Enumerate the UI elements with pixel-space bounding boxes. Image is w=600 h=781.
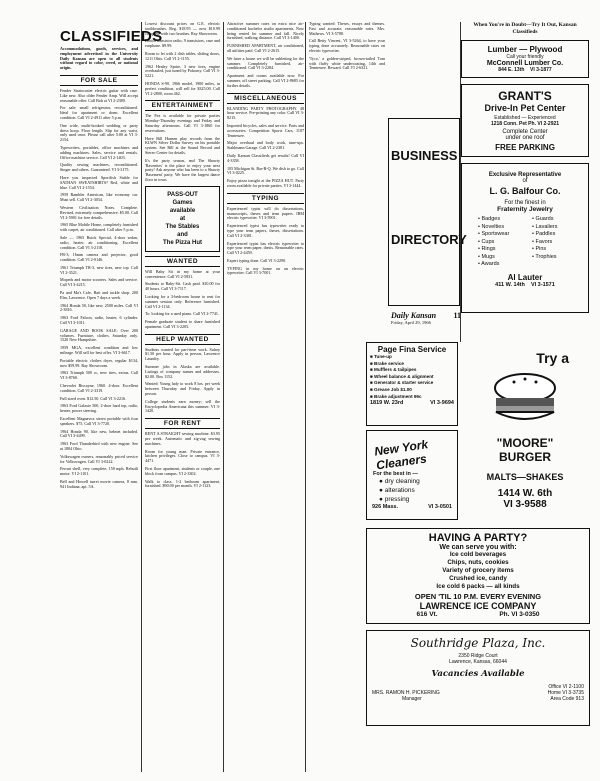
classified-ad: Have you inspected Sportfish Stable for SATHAN SWEATSHIRTS? Red, white and blue. Call VI 2-1554. bbox=[60, 174, 138, 190]
classified-ad: We have a house we will be subletting for the summer. Completely furnished, air-conditioned. Call VI 3-2284. bbox=[227, 55, 304, 71]
help-wanted-heading: HELP WANTED bbox=[145, 334, 220, 345]
lumber-title: Lumber — Plywood bbox=[487, 45, 563, 54]
classified-ad: 1965 Blue Mobile Home, completely furnished with carpet, air conditioned. Call after 5 p.m. bbox=[60, 222, 138, 233]
fina-item: ■ Brake adjustment 99c bbox=[370, 393, 422, 399]
passout-line: The Stables bbox=[165, 223, 200, 230]
fina-address: 1819 W. 23rd bbox=[370, 400, 404, 407]
party-hours: OPEN 'TIL 10 P.M. EVERY EVENING bbox=[414, 592, 542, 601]
classified-ad: TYPING in my home on an electric typewriter. Call VI 3-7001. bbox=[227, 265, 304, 276]
grants-title: GRANT'S bbox=[498, 89, 552, 103]
passout-line: Games bbox=[172, 199, 193, 206]
classified-ad: Mopeds and motor scooters. Sales and service. Call VI 3-4215. bbox=[60, 277, 138, 288]
passout-line: The Pizza Hut bbox=[162, 239, 202, 246]
classified-ad: Attractive summer rates on extra nice air-conditioned bachelor studio apartments. Now being rented for summer and fall. Nicely furnished, walking distance. Call VI 3-1400. bbox=[227, 21, 304, 41]
classified-ad: To: looking for a used piano. Call VI 2-7741. bbox=[145, 311, 219, 317]
classified-ad: Pa and Ma's Cafe, Bait and tackle shop. 200 Elm, Lawrence. Open 7 days a week. bbox=[60, 290, 138, 300]
classified-ad: Female graduate student to share furnished apartment. Call VI 3-2205. bbox=[145, 319, 220, 329]
classified-ad: For sale: small refrigerator, reconditioned. Ideal for apartment or dorm. Excellent condition. Call VI 2-4911 after 5 p.m. bbox=[60, 105, 138, 120]
balfour-item: • Guards bbox=[532, 216, 554, 222]
classified-ad: Students wanted for part-time work. Salary $1.50 per hour. Apply in person, Lawrence Laundry. bbox=[145, 346, 220, 362]
classified-ad: Ferrari shell, very complete, 150 mph. Rebuilt motor. VI 2-1101. bbox=[60, 466, 138, 477]
directory-title: DIRECTORY bbox=[391, 232, 467, 247]
plaza-home: Home VI 3-3735 bbox=[547, 690, 584, 696]
classified-ad: Looking for a 3-bedroom house to rent for summer session only. Reference furnished. Call VI 2-1134. bbox=[145, 293, 220, 309]
party-phone: Ph. VI 3-0350 bbox=[499, 611, 540, 618]
column-rule bbox=[141, 22, 142, 772]
burger-moore: "MOORE" bbox=[496, 436, 554, 450]
plaza-vacancies: Vacancies Available bbox=[431, 669, 525, 679]
classified-ad: Experienced typist has typewriter ready to type your term papers, theses, dissertations. Call VI 2-3381. bbox=[227, 223, 304, 238]
fina-phone: VI 3-9694 bbox=[430, 400, 454, 407]
balfour-item: • Rings bbox=[478, 246, 496, 252]
fina-items bbox=[370, 354, 454, 400]
cleaners-item: ● pressing bbox=[379, 496, 410, 503]
cleaners-contact bbox=[369, 504, 455, 510]
classified-ad: 1963 Triumph 500 cc, new tires, extras. Call VI 3-8760. bbox=[60, 370, 138, 381]
classified-ad: Typewriters, portables, office machines and adding machines. Sales, service and rentals. Office machine service. Call VI 2-1403. bbox=[60, 144, 138, 160]
lumber-phone: VI 3-1877 bbox=[530, 67, 552, 73]
classified-ad: FR-3, 16mm camera and projector, good condition. Call VI 2-0146. bbox=[60, 252, 138, 263]
party-item: Chips, nuts, cookies bbox=[447, 559, 509, 566]
for-sale-list bbox=[60, 89, 138, 490]
balfour-address: 411 W. 14th bbox=[495, 281, 525, 288]
fina-service-ad bbox=[366, 342, 458, 426]
passout-line: at bbox=[179, 215, 186, 222]
fina-item: ■ Grease Job $1.00 bbox=[370, 386, 412, 392]
balfour-item: • Badges bbox=[478, 216, 501, 222]
passout-line: PASS-OUT bbox=[167, 191, 198, 198]
plaza-manager: MRS. RAMON H. PICKERING bbox=[372, 690, 440, 696]
balfour-item: • Mugs bbox=[478, 253, 495, 260]
passout-line: and bbox=[177, 231, 188, 238]
fina-title: Page Fina Service bbox=[377, 345, 447, 354]
cleaners-ad bbox=[366, 430, 458, 520]
burger-try: Try a bbox=[536, 350, 569, 366]
grants-pet-ad bbox=[461, 84, 589, 157]
balfour-line-2: of bbox=[522, 178, 528, 184]
lumber-sub: Call your friendly bbox=[506, 54, 544, 60]
classified-ad: Bell and Howell turret movie camera, 8 mm. 941 Indiana, apt. 5A. bbox=[60, 478, 138, 489]
lumber-contact bbox=[464, 67, 586, 73]
fina-contact bbox=[370, 400, 454, 406]
classified-ad: 1964 Honda 50, like new, 2500 miles. Call VI 2-3816. bbox=[60, 302, 138, 313]
column-3-ads bbox=[227, 22, 304, 89]
balfour-item: • Sportswear bbox=[478, 231, 510, 237]
classified-ad: BLANDING PARTY PHOTOGRAPHY. 48 hour service. Pre-printing any color. Call VI 3-8215. bbox=[227, 105, 304, 121]
moore-burger-ad bbox=[461, 342, 589, 525]
plaza-office: Office VI 2-1100 bbox=[548, 684, 584, 690]
grants-address: 1218 Conn. Pet Ph. VI 2-2921 bbox=[490, 121, 560, 127]
classified-ad: RENT A STRAIGHT sewing machine. $3.95 per week. Automatic and zig-zag sewing machines. bbox=[145, 431, 220, 446]
fina-item: ■ Tune-up bbox=[370, 354, 392, 359]
classifieds-column-1 bbox=[60, 22, 163, 493]
party-item: Crushed ice, candy bbox=[449, 575, 507, 582]
classifieds-column-2 bbox=[145, 22, 220, 492]
balfour-line-3: For the finest in bbox=[504, 200, 546, 206]
classified-ad: Room for young man. Private entrance, kitchen privileges. Close to campus. VI 3-4471. bbox=[145, 448, 220, 464]
right-column-ads bbox=[461, 22, 589, 317]
party-title: HAVING A PARTY? bbox=[428, 532, 528, 544]
classified-ad: 1963 Ford Thunderbird with new engine. See at 1804 Ohio. bbox=[60, 441, 138, 451]
cleaners-items bbox=[379, 477, 455, 504]
classified-ad: FURNISHED APARTMENT, air conditioned, all utilities paid. Call VI 2-2615. bbox=[227, 43, 304, 53]
balfour-item: • Trophies bbox=[532, 253, 557, 260]
column-rule bbox=[305, 22, 306, 772]
balfour-item: • Favors bbox=[532, 238, 553, 245]
balfour-line-4: Fraternity Jewelry bbox=[497, 206, 553, 213]
for-sale-heading: FOR SALE bbox=[60, 75, 138, 86]
classified-ad: Western Civilization Notes. Complete. Revised, extremely comprehensive. $5.00. Call VI 2-5901 for free details. bbox=[60, 204, 138, 220]
classified-ad: Chevrolet Biscayne, 1960. 4-door. Excellent condition. Call VI 2-3319. bbox=[60, 383, 138, 393]
classifieds-column-4 bbox=[309, 22, 385, 140]
grants-parking: FREE PARKING bbox=[495, 143, 555, 152]
balfour-ad bbox=[461, 163, 589, 313]
classified-ad: Wanted: Young lady to work 8 hrs. per week between Thursday and Friday. Apply in person. bbox=[145, 381, 220, 397]
southridge-plaza-ad bbox=[366, 630, 590, 726]
kansan-masthead: Daily Kansan bbox=[391, 311, 437, 320]
passout-ad bbox=[145, 186, 220, 252]
classified-ad: Expert typing done. Call VI 3-2290. bbox=[227, 257, 287, 263]
classified-ad: Excellent Magnavox stereo portable with four speakers. $75. Call VI 3-7720. bbox=[60, 416, 138, 426]
typing-list bbox=[227, 207, 304, 277]
classified-ad: Major overhaul and body work, tune-ups. Stahlmann Garage. Call VI 2-2381. bbox=[227, 140, 304, 151]
grants-complete: Complete Center bbox=[502, 129, 548, 135]
fina-item: ■ Brake service bbox=[370, 360, 404, 366]
cleaners-address: 926 Mass. bbox=[372, 504, 398, 510]
burger-phone: VI 3-9588 bbox=[503, 499, 547, 510]
classified-ad: Imported bicycles, sales and service. Parts and accessories. Competition Sports Cars, 1107 Tennessee. bbox=[227, 122, 304, 138]
classifieds-column-3 bbox=[227, 22, 304, 279]
for-rent-heading: FOR RENT bbox=[145, 418, 220, 429]
party-contact bbox=[370, 611, 586, 618]
classified-ad: Summer jobs in Alaska are available. Listings of company names and addresses. $2.00. Box 1152. bbox=[145, 364, 220, 379]
dateline bbox=[391, 311, 461, 325]
classified-ad: HONDA S-90, 1966 model, 1900 miles, in perfect condition, will sell for $325.00. Call VI 2-2800, room 462. bbox=[145, 80, 220, 96]
party-address: 616 Vt. bbox=[416, 611, 438, 618]
kansan-promo: When You're in Doubt—Try It Out, Kansan Classifieds bbox=[473, 22, 577, 35]
grants-established: Established — Experienced bbox=[494, 115, 556, 121]
classified-ad: GARAGE AND BOOK SALE: Over 200 volumes. Furniture, clothes. Saturday only. 1520 New Hampshire. bbox=[60, 327, 138, 343]
plaza-role: Manager bbox=[402, 696, 422, 702]
classified-ad: Will Baby Sit in my home at your convenience. Call VI 2-5831. bbox=[145, 268, 220, 279]
classifieds-title: CLASSIFIEDS bbox=[60, 28, 163, 45]
party-items bbox=[370, 551, 586, 591]
balfour-item: • Cups bbox=[478, 238, 495, 245]
classified-ad: First floor apartment, students or couple, one block from campus. VI 2-3302. bbox=[145, 466, 220, 476]
classified-ad: Have Bill Hansen play records from the KLWN Silver Dollar Survey on his portable system. See Bill at the Sound Record and Stereo Center for details. bbox=[145, 135, 220, 155]
passout-line: available bbox=[169, 207, 196, 214]
lumber-name: McConnell Lumber Co. bbox=[486, 60, 564, 67]
balfour-item: • Novelties bbox=[478, 223, 505, 230]
classified-ad: Sale — 1965 Buick Special, 4-door sedan, radio, heater, air conditioning. Excellent condition. Call VI 3-2118. bbox=[60, 234, 138, 250]
business-directory-box bbox=[388, 118, 467, 306]
wanted-heading: WANTED bbox=[145, 256, 220, 267]
classified-ad: The Fez is available for private parties Monday-Thursday evenings and Friday and Saturday afternoons. Call VI 3-1860 for reservations. bbox=[145, 113, 220, 133]
classified-ad: 1963 Ford Falcon, radio, heater, 6 cylinder. Call VI 3-1011. bbox=[60, 315, 138, 326]
grants-roof: under one roof bbox=[505, 135, 545, 141]
classified-ad: 'Tyco,' a golden-striped, brown-tailed Tom with fluffy white undercoating, 14th and Tennessee. Reward. Call VI 2-6321. bbox=[309, 55, 385, 71]
cleaners-sub: For the best in — bbox=[373, 471, 418, 477]
plaza-address-1: 2350 Ridge Court bbox=[458, 653, 498, 659]
miscellaneous-heading: MISCELLANEOUS bbox=[227, 93, 304, 104]
page-number: 11 bbox=[453, 311, 461, 320]
issue-date: Friday, April 29, 1966 bbox=[391, 320, 431, 325]
plaza-name: Southridge Plaza, Inc. bbox=[410, 636, 546, 650]
business-title: BUSINESS bbox=[391, 148, 458, 163]
cleaners-item: ● alterations bbox=[379, 487, 415, 494]
classified-ad: 1962 Healey Sprite, 3 new tires, engine overhauled, just tuned by Pokorny. Call VI 3-5221. bbox=[145, 63, 220, 79]
burger-address: 1414 W. 6th bbox=[497, 488, 553, 499]
wanted-list bbox=[145, 270, 220, 330]
cleaners-phone: VI 3-0501 bbox=[428, 504, 452, 510]
classified-ad: Fender Stratocaster electric guitar with case. Like new. Also older Fender Amp. Will accept reasonable offer. Call Bob at VI 2-2380. bbox=[60, 87, 138, 103]
classified-ad: 105 Michigan St. Bar-B-Q. We dish to go. Call VI 3-0225. bbox=[227, 165, 304, 176]
lumber-ad bbox=[461, 40, 589, 78]
ice-company-ad bbox=[366, 528, 590, 624]
classified-ad: 1964 Honda 90, like new, helmet included. Call VI 3-4499. bbox=[60, 428, 138, 439]
plaza-area-row bbox=[372, 696, 584, 702]
plaza-area: Area Code 913 bbox=[550, 696, 584, 702]
classified-ad: Lowest discount prices on G.E. electric toothbrushes. Reg. $18.95 — now $10.99 complete with two brushes. Ray Showroom. bbox=[145, 21, 220, 36]
classified-ad: Apartment and rooms available now. For summer, off street parking. Call VI 2-8685 for further details. bbox=[227, 73, 304, 88]
lumber-address: 844 E. 13th bbox=[498, 67, 525, 73]
burger-word: BURGER bbox=[498, 450, 551, 464]
classified-ad: Enjoy pizza tonight at the PIZZA HUT. Party room available for private parties. VI 3-1444. bbox=[227, 178, 304, 188]
help-wanted-list bbox=[145, 348, 220, 415]
party-item: Ice cold 6 packs — all kinds bbox=[436, 583, 520, 590]
classified-ad: Walk to class. 1-2 bedroom apartment, furnished. $90.00 per month. VI 2-1123. bbox=[145, 478, 220, 489]
miscellaneous-list bbox=[227, 107, 304, 189]
balfour-item: • Lavaliers bbox=[532, 223, 558, 230]
burger-drawing-icon bbox=[490, 370, 560, 430]
classified-ad: 1961 Triumph TR-3, new tires, new top. Call VI 2-3521. bbox=[60, 264, 138, 275]
balfour-contact bbox=[464, 282, 586, 288]
ice-company-name: LAWRENCE ICE COMPANY bbox=[419, 601, 537, 611]
classified-ad: Experienced typist will do dissertations, manuscripts, theses and term papers. IBM electric typewriter. VI 3-5901. bbox=[227, 205, 304, 221]
classified-ad: It's the party season, and The Shawty 'Ravenites' is the place to enjoy your next party! Ask anyone who has been to a Shawty 'Basement' party. We have the largest dance floor in town. bbox=[145, 157, 220, 182]
classified-ad: Room to let with 2 dish tables, sliding doors, 1211 Ohio. Call VI 2-1155. bbox=[145, 50, 220, 61]
classified-ad: One wide, multi-hooked wedding or party dress hoop. Floor length. Slip for any waist, only used once. Please call after 5:00 at VI 3-2154. bbox=[60, 122, 138, 143]
column-rule bbox=[223, 22, 224, 772]
classified-ad: Full sized oven. $12.50. Call VI 3-2216. bbox=[60, 395, 127, 401]
balfour-line-1: Exclusive Representative bbox=[488, 172, 562, 178]
classifieds-intro: Accommodations, goods, services, and employment advertised in the University Daily Kansan are open to all students without regard to color, creed, or national origin. bbox=[60, 46, 138, 71]
balfour-name: L. G. Balfour Co. bbox=[489, 186, 561, 196]
cleaners-item: ● dry cleaning bbox=[379, 478, 420, 485]
column-2-ads bbox=[145, 22, 220, 96]
classified-ad: Typing wanted: Theses, essays and themes. Fast and accurate, reasonable rates. Mrs. Mathews. VI 3-5788. bbox=[309, 21, 385, 36]
plaza-address-2: Lawrence, Kansas, 66044 bbox=[449, 659, 507, 665]
balfour-item: • Paddles bbox=[532, 231, 556, 237]
classified-ad: Daily Kansan Classifieds get results! Call VI 4-3358. bbox=[227, 152, 304, 163]
classified-ad: Quality sewing machines, reconditioned. Singer and others. Guaranteed. VI 3-3175. bbox=[60, 162, 138, 173]
party-item: Ice cold beverages bbox=[449, 551, 507, 558]
balfour-item: • Awards bbox=[478, 261, 500, 267]
classified-ad: Students to Baby-Sit. Cash paid. $10.00 for 40 hours. Call VI 3-7117. bbox=[145, 281, 220, 292]
grants-sub: Drive-In Pet Center bbox=[484, 103, 566, 113]
fina-item: ■ Mufflers & tailpipes bbox=[370, 367, 417, 373]
cleaners-logo: New York Cleaners bbox=[373, 437, 429, 473]
entertainment-list bbox=[145, 114, 220, 182]
balfour-rep: Al Lauter bbox=[507, 272, 543, 282]
classified-ad: Call Betty Vincent, VI 3-5264, to have your typing done accurately. Reasonable rates on electric typewriter. bbox=[309, 38, 385, 53]
column-rule bbox=[460, 22, 461, 342]
entertainment-heading: ENTERTAINMENT bbox=[145, 100, 220, 111]
typing-heading: TYPING bbox=[227, 193, 304, 204]
classified-ad: 1963 Ford Galaxie 500, 2-door hard top, radio, heater, power steering. bbox=[60, 403, 138, 414]
balfour-item: • Pins bbox=[532, 246, 547, 252]
balfour-phone: VI 3-1571 bbox=[530, 281, 555, 288]
classified-ad: 1959 Rambler American, like economy car. Must sell. Call VI 2-3034. bbox=[60, 192, 138, 203]
classified-ad: Volkswagen owners, reasonably priced service for Volkswagen. Call VI 3-0222. bbox=[60, 453, 138, 464]
party-item: Variety of grocery items bbox=[442, 567, 514, 574]
burger-malts: MALTS—SHAKES bbox=[486, 472, 564, 482]
classified-ad: College students earn money; sell the Encyclopedia Americana this summer. VI 3-1420. bbox=[145, 398, 220, 414]
fina-item: ■ Generator & starter service bbox=[370, 380, 434, 386]
classified-ad: Experienced typist has electric typewriter to type your term paper, thesis. Reasonable rates. Call VI 2-4459. bbox=[227, 240, 304, 256]
balfour-items bbox=[464, 216, 586, 269]
column-4-ads bbox=[309, 22, 385, 71]
classified-ad: Portable electric clothes dryer, regular $134, now $59.99. Ray Showroom. bbox=[60, 357, 138, 368]
for-rent-list bbox=[145, 432, 220, 489]
party-sub: We can serve you with: bbox=[439, 544, 517, 551]
classified-ad: Zenith transistor radio, 9 transistors, case and earphone. $9.99. bbox=[145, 38, 220, 49]
fina-item: ■ Wheel balance & alignment bbox=[370, 373, 434, 379]
classified-ad: 1959 MGA, excellent condition and low mileage. Will sell for best offer. VI 3-6617. bbox=[60, 345, 138, 356]
